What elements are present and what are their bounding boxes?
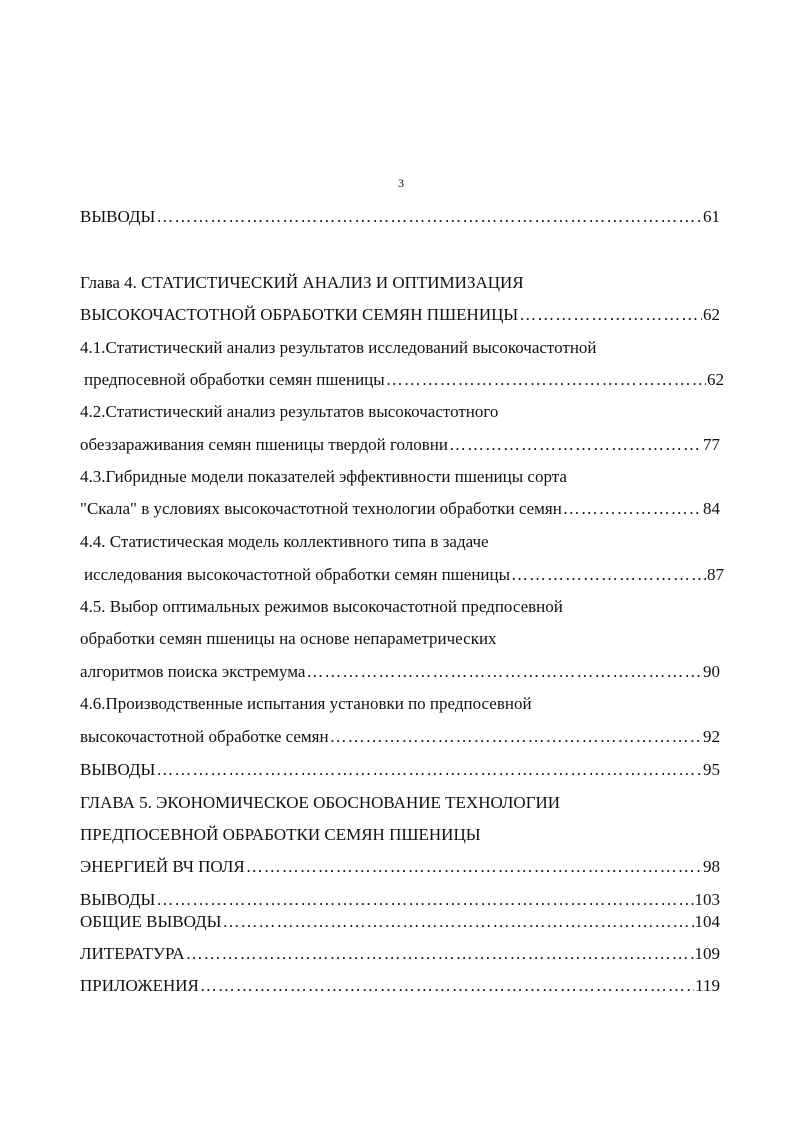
page-number: 3 [398,176,404,190]
dot-leader [511,564,706,586]
dot-leader [386,369,706,391]
toc-page-number: 95 [703,760,720,779]
toc-entry-text: Глава 4. СТАТИСТИЧЕСКИЙ АНАЛИЗ И ОПТИМИЗАЦИЯ [80,273,524,292]
toc-entry-text: исследования высокочастотной обработки семян пшеницы [84,565,511,584]
toc-page-number: 90 [703,662,720,681]
toc-entry-text: 4.6.Производственные испытания установки по предпосевной [80,694,532,713]
toc-entry-text: ВЫВОДЫ [80,207,156,226]
toc-entry-text: ЭНЕРГИЕЙ ВЧ ПОЛЯ [80,857,245,876]
toc-section-4-1-line-1 [80,337,597,359]
toc-entry-text: 4.1.Статистический анализ результатов исследований высокочастотной [80,338,597,357]
dot-leader [200,975,694,997]
toc-entry-conclusions-chapter-5 [80,889,720,911]
dot-leader [186,943,694,965]
toc-entry-references [80,943,720,965]
toc-section-4-5-line-3 [80,661,720,683]
toc-page-number: 119 [695,976,720,995]
toc-section-4-4-line-2 [80,564,724,586]
toc-entry-conclusions-chapter-3 [80,206,720,228]
toc-entry-text: ВЫВОДЫ [80,760,156,779]
toc-section-4-2-line-2 [80,434,720,456]
toc-chapter-4-title-line-2 [80,304,720,326]
toc-section-4-6-line-2 [80,726,720,748]
toc-entry-text: 4.2.Статистический анализ результатов высокочастотного [80,402,499,421]
toc-entry-text: ВЫСОКОЧАСТОТНОЙ ОБРАБОТКИ СЕМЯН ПШЕНИЦЫ [80,305,519,324]
dot-leader [246,856,702,878]
toc-section-4-5-line-1 [80,596,563,618]
toc-page-number: 87 [707,565,724,584]
toc-entry-text: алгоритмов поиска экстремума [80,662,306,681]
toc-entry-text: ОБЩИЕ ВЫВОДЫ [80,912,222,931]
dot-leader [563,498,702,520]
toc-entry-text: обеззараживания семян пшеницы твердой головни [80,435,448,454]
toc-section-4-3-line-1 [80,466,567,488]
toc-chapter-4-title-line-1 [80,272,524,294]
toc-page-number: 84 [703,499,720,518]
toc-page-number: 103 [694,890,720,909]
dot-leader [156,206,702,228]
toc-entry-text: предпосевной обработки семян пшеницы [84,370,385,389]
toc-chapter-5-title-line-1 [80,792,560,814]
toc-section-4-3-line-2 [80,498,720,520]
toc-entry-text: ВЫВОДЫ [80,890,156,909]
dot-leader [519,304,702,326]
toc-section-4-5-line-2 [80,628,497,650]
dot-leader [156,759,702,781]
toc-page-number: 61 [703,207,720,226]
toc-entry-text: 4.5. Выбор оптимальных режимов высокочастотной предпосевной [80,597,563,616]
toc-entry-text: обработки семян пшеницы на основе непараметрических [80,629,497,648]
toc-entry-text: "Скала" в условиях высокочастотной технологии обработки семян [80,499,562,518]
toc-entry-text: 4.4. Статистическая модель коллективного типа в задаче [80,532,489,551]
toc-page-number: 109 [694,944,720,963]
toc-entry-text: ЛИТЕРАТУРА [80,944,185,963]
toc-entry-text: высокочастотной обработке семян [80,727,329,746]
toc-page-number: 62 [707,370,724,389]
dot-leader [449,434,702,456]
toc-page-number: 92 [703,727,720,746]
toc-page-number: 98 [703,857,720,876]
toc-section-4-6-line-1 [80,693,532,715]
dot-leader [306,661,702,683]
dot-leader [156,889,693,911]
toc-section-4-4-line-1 [80,531,489,553]
toc-page-number: 77 [703,435,720,454]
toc-entry-text: 4.3.Гибридные модели показателей эффективности пшеницы сорта [80,467,567,486]
toc-entry-text: ГЛАВА 5. ЭКОНОМИЧЕСКОЕ ОБОСНОВАНИЕ ТЕХНОЛОГИИ [80,793,561,812]
toc-chapter-5-title-line-2 [80,824,481,846]
toc-entry-text: ПРИЛОЖЕНИЯ [80,976,199,995]
toc-section-4-1-line-2 [80,369,724,391]
toc-entry-conclusions-chapter-4 [80,759,720,781]
toc-entry-appendices [80,975,720,997]
dot-leader [222,911,693,933]
toc-page-number: 104 [694,912,720,931]
toc-page-number: 62 [703,305,720,324]
toc-entry-text: ПРЕДПОСЕВНОЙ ОБРАБОТКИ СЕМЯН ПШЕНИЦЫ [80,825,481,844]
toc-chapter-5-title-line-3 [80,856,720,878]
toc-entry-general-conclusions [80,911,720,933]
dot-leader [330,726,702,748]
toc-section-4-2-line-1 [80,401,498,423]
